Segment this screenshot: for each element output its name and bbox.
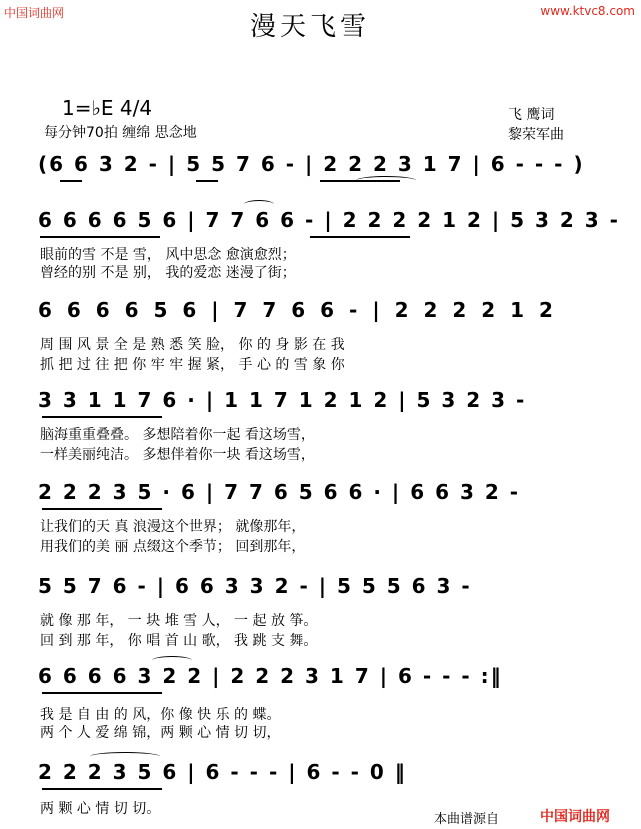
beam <box>40 236 160 238</box>
beam <box>60 180 82 182</box>
beam <box>42 416 162 418</box>
score-line-7: 6 6 6 6 3 2 2 | 2 2 2 3 1 7 | 6 - - - :‖ <box>38 664 503 688</box>
score-line-1: (6 6 3 2 - | 5 5 7 6 - | 2 2 2 3 1 7 | 6 - - - ) <box>38 152 585 176</box>
lyric-1b: 曾经的别 不是 别， 我的爱恋 迷漫了街； <box>40 265 296 281</box>
lyric-3a: 脑海重重叠叠。 多想陪着你一起 看这场雪， <box>40 427 315 443</box>
song-title: 漫天飞雪 <box>250 12 371 42</box>
slur <box>90 752 160 761</box>
lyric-6b: 两 个 人 爱 绵 锦，两 颗 心 情 切 切， <box>40 725 281 741</box>
score-line-3: 6 6 6 6 5 6 | 7 7 6 6 - | 2 2 2 2 1 2 <box>38 298 557 322</box>
lyric-5b: 回 到 那 年， 你 唱 首 山 歌， 我 跳 支 舞。 <box>40 633 318 649</box>
lyric-7a: 两 颗 心 情 切 切。 <box>40 801 161 817</box>
score-line-4: 3 3 1 1 7 6 · | 1 1 7 1 2 1 2 | 5 3 2 3 - <box>38 388 527 412</box>
footer-source: 本曲谱源自 <box>434 812 500 827</box>
watermark-right: www.ktvc8.com <box>540 4 635 18</box>
lyric-2b: 抓 把 过 往 把 你 牢 牢 握 紧， 手 心 的 雪 象 你 <box>40 357 345 373</box>
beam <box>310 236 410 238</box>
lyric-5a: 就 像 那 年， 一 块 堆 雪 人， 一 起 放 筝。 <box>40 613 318 629</box>
lyric-6a: 我 是 自 由 的 风，你 像 快 乐 的 蝶。 <box>40 707 281 723</box>
lyric-3b: 一样美丽纯洁。 多想伴着你一块 看这场雪， <box>40 447 315 463</box>
tempo-marking: 每分钟70拍 缠绵 思念地 <box>44 125 197 141</box>
beam <box>42 508 162 510</box>
lyric-1a: 眼前的雪 不是 雪， 风中思念 愈演愈烈； <box>40 247 296 263</box>
watermark-left: 中国词曲网 <box>4 6 65 20</box>
lyric-4a: 让我们的天 真 浪漫这个世界； 就像那年， <box>40 519 306 535</box>
lyric-4b: 用我们的美 丽 点缀这个季节； 回到那年， <box>40 539 306 555</box>
beam <box>42 788 162 790</box>
score-line-6: 5 5 7 6 - | 6 6 3 3 2 - | 5 5 5 6 3 - <box>38 574 472 598</box>
slur <box>244 200 274 209</box>
lyricist: 飞 鹰词 <box>508 107 555 123</box>
score-line-8: 2 2 2 3 5 6 | 6 - - - | 6 - - 0 ‖ <box>38 760 407 784</box>
key-signature: 1=♭E 4/4 <box>62 96 153 120</box>
composer: 黎荣军曲 <box>508 127 564 143</box>
score-line-5: 2 2 2 3 5 · 6 | 7 7 6 5 6 6 · | 6 6 3 2 - <box>38 480 521 504</box>
beam <box>42 692 162 694</box>
slur <box>356 176 416 185</box>
slur <box>152 656 192 665</box>
score-line-2: 6 6 6 6 5 6 | 7 7 6 6 - | 2 2 2 2 1 2 | 5 3 2 3 - <box>38 208 620 232</box>
beam <box>196 180 218 182</box>
lyric-2a: 周 围 风 景 全 是 熟 悉 笑 脸， 你 的 身 影 在 我 <box>40 337 345 353</box>
footer-site: 中国词曲网 <box>540 809 610 825</box>
